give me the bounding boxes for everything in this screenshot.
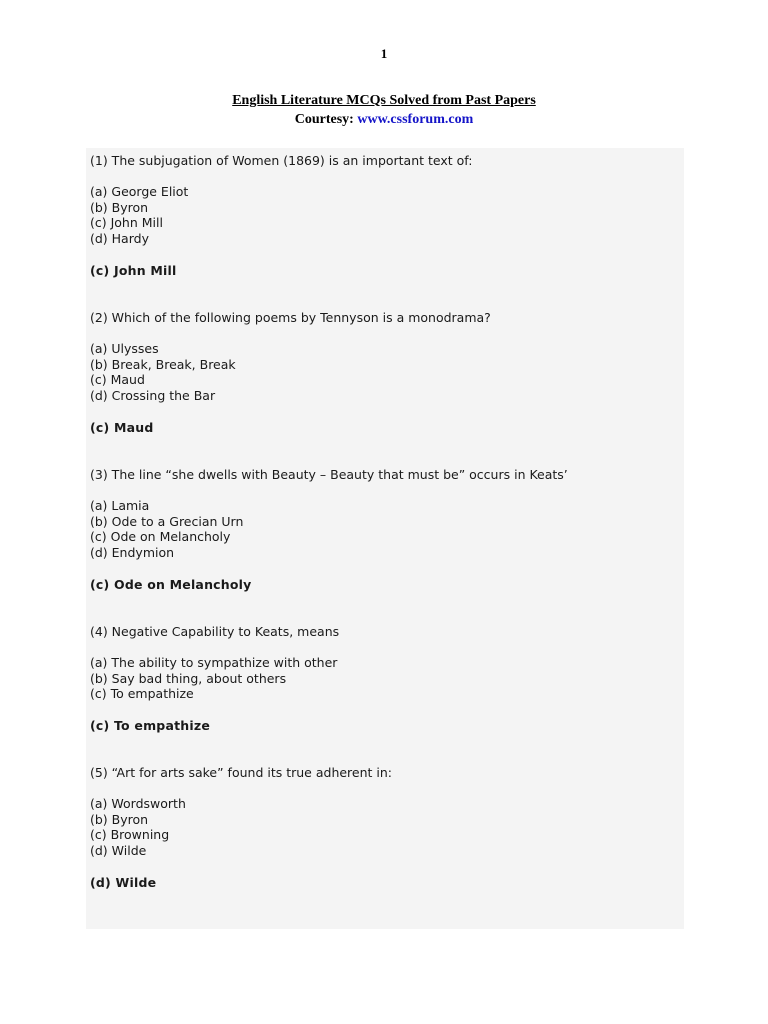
question-5-text: (5) “Art for arts sake” found its true adherent in: [90, 765, 393, 780]
option: (a) The ability to sympathize with other [90, 655, 338, 670]
question-4-options [90, 655, 337, 702]
question-3-text: (3) The line “she dwells with Beauty – Beauty that must be” occurs in Keats’ [90, 467, 568, 482]
question-2-answer: (c) Maud [90, 420, 154, 435]
option: (c) To empathize [90, 686, 194, 702]
option: (c) Maud [90, 372, 145, 388]
option: (c) John Mill [90, 215, 163, 231]
question-4-text: (4) Negative Capability to Keats, means [90, 624, 340, 639]
option: (b) Byron [90, 811, 149, 827]
option: (a) Lamia [90, 498, 150, 513]
question-2-options [90, 341, 236, 404]
option: (d) Crossing the Bar [90, 388, 216, 404]
question-3-answer: (c) Ode on Melancholy [90, 577, 252, 592]
question-2-text: (2) Which of the following poems by Tennyson is a monodrama? [90, 310, 491, 325]
option: (b) Ode to a Grecian Urn [90, 513, 244, 529]
courtesy-line [0, 112, 768, 128]
option: (a) Wordsworth [90, 796, 186, 811]
question-1-options [90, 184, 188, 247]
cssforum-link[interactable]: www.cssforum.com [357, 112, 474, 127]
option: (a) George Eliot [90, 184, 189, 199]
page-number: 1 [380, 46, 388, 61]
option: (d) Endymion [90, 545, 175, 561]
question-4-answer: (c) To empathize [90, 718, 210, 733]
courtesy-label: Courtesy: [294, 112, 354, 127]
option: (a) Ulysses [90, 341, 159, 356]
question-5-answer: (d) Wilde [90, 875, 157, 890]
option: (d) Wilde [90, 843, 147, 859]
option: (c) Ode on Melancholy [90, 529, 231, 545]
question-3-options [90, 498, 243, 561]
question-1-answer: (c) John Mill [90, 263, 177, 278]
option: (b) Byron [90, 199, 149, 215]
option: (d) Hardy [90, 231, 149, 247]
question-1-text: (1) The subjugation of Women (1869) is an important text of: [90, 153, 473, 168]
option: (b) Say bad thing, about others [90, 670, 287, 686]
option: (b) Break, Break, Break [90, 356, 236, 372]
question-5-options [90, 796, 186, 859]
document-title: English Literature MCQs Solved from Past Papers [232, 93, 536, 108]
option: (c) Browning [90, 827, 170, 843]
